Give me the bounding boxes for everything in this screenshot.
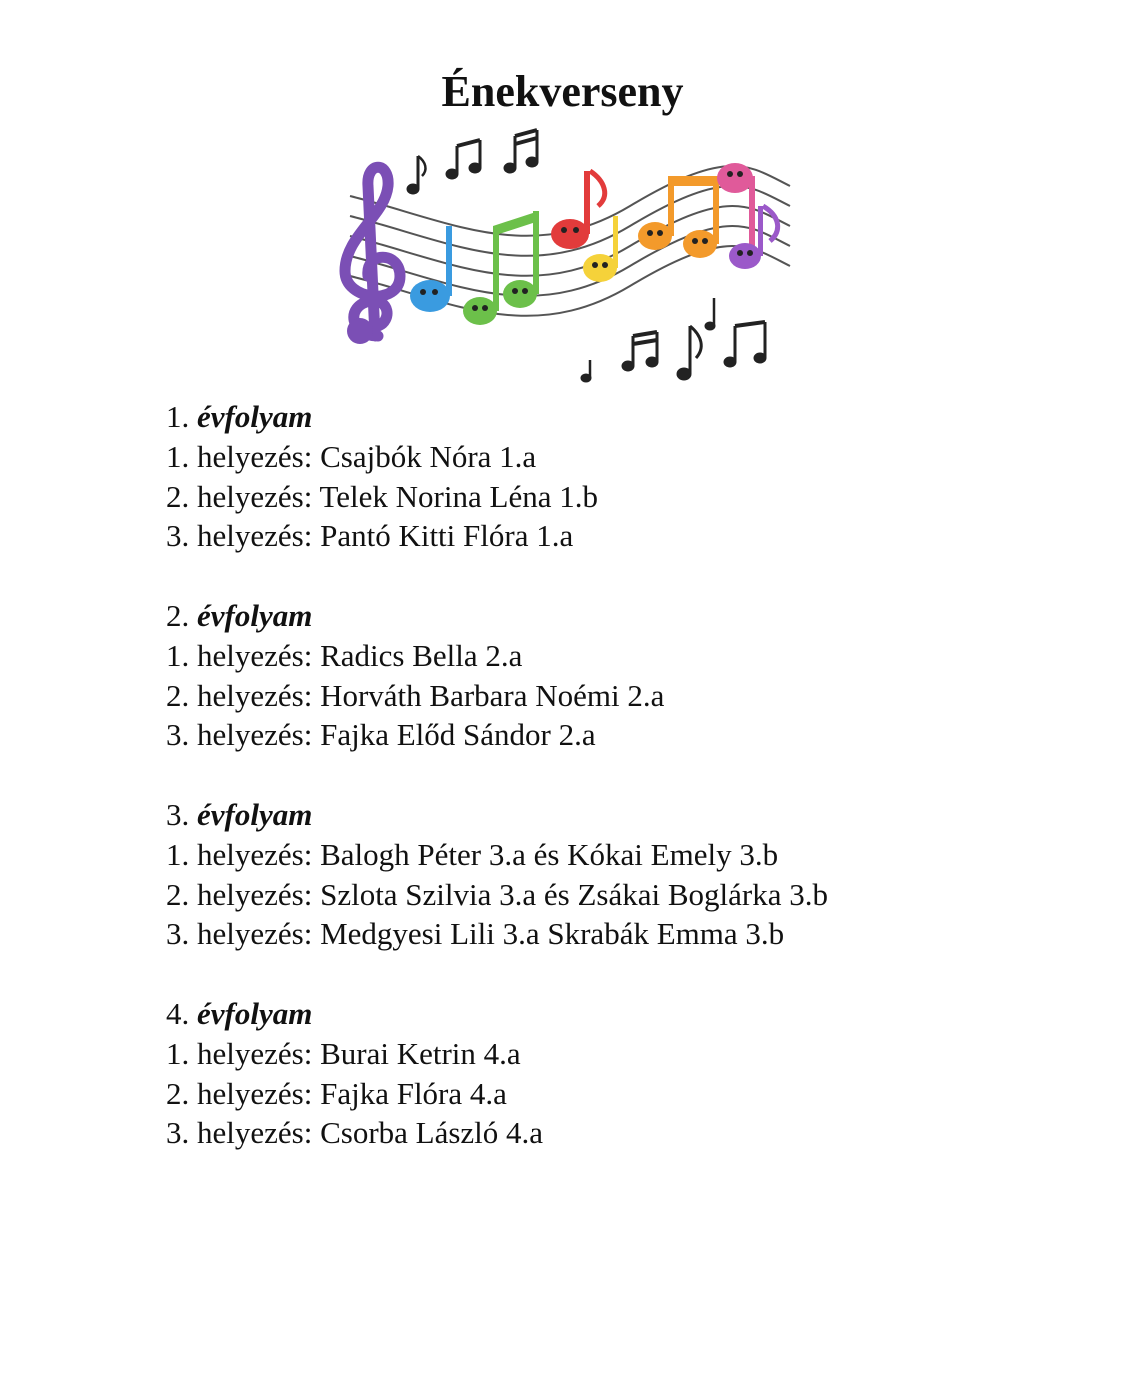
colored-note-pink-icon xyxy=(717,163,755,256)
result-line: 1. helyezés: Csajbók Nóra 1.a xyxy=(166,438,537,474)
grade-heading xyxy=(166,397,1066,437)
black-notes-top-icon xyxy=(407,130,538,194)
result-line: 3. helyezés: Fajka Előd Sándor 2.a xyxy=(166,717,596,753)
grade-number: 1. xyxy=(166,399,190,434)
colored-note-green-icon xyxy=(463,211,539,325)
grade-label: évfolyam xyxy=(197,399,313,434)
result-line: 1. helyezés: Balogh Péter 3.a és Kókai Emely 3.b xyxy=(166,836,779,872)
grade-heading xyxy=(166,795,1066,835)
grade-number: 3. xyxy=(166,796,190,832)
colored-note-orange-icon xyxy=(638,176,719,258)
grade-section-2 xyxy=(166,596,1066,755)
result-line: 1. helyezés: Radics Bella 2.a xyxy=(166,637,523,673)
result-line: 3. helyezés: Csorba László 4.a xyxy=(166,1115,544,1151)
result-line: 1. helyezés: Burai Ketrin 4.a xyxy=(166,1035,521,1071)
result-line: 2. helyezés: Fajka Flóra 4.a xyxy=(166,1075,507,1111)
result-line: 2. helyezés: Telek Norina Léna 1.b xyxy=(166,478,598,514)
grade-section-1 xyxy=(166,397,1066,556)
grade-label: évfolyam xyxy=(197,796,313,832)
results-list xyxy=(166,397,1066,1193)
music-notes-illustration xyxy=(330,126,800,390)
result-line: 3. helyezés: Medgyesi Lili 3.a Skrabák Emma 3.b xyxy=(166,916,785,952)
page-title: Énekverseny xyxy=(441,67,684,116)
result-line: 2. helyezés: Horváth Barbara Noémi 2.a xyxy=(166,677,665,713)
result-line: 2. helyezés: Szlota Szilvia 3.a és Zsákai Boglárka 3.b xyxy=(166,876,829,912)
grade-heading xyxy=(166,596,1066,636)
result-line: 3. helyezés: Pantó Kitti Flóra 1.a xyxy=(166,518,574,554)
colored-note-red-icon xyxy=(551,171,605,249)
grade-label: évfolyam xyxy=(197,597,313,633)
grade-label: évfolyam xyxy=(197,995,313,1031)
black-notes-bottom-icon xyxy=(581,298,766,382)
grade-number: 2. xyxy=(166,597,190,633)
grade-number: 4. xyxy=(166,995,190,1031)
grade-section-3 xyxy=(166,795,1066,954)
grade-heading xyxy=(166,994,1066,1034)
treble-clef-icon xyxy=(345,167,400,344)
grade-section-4 xyxy=(166,994,1066,1153)
